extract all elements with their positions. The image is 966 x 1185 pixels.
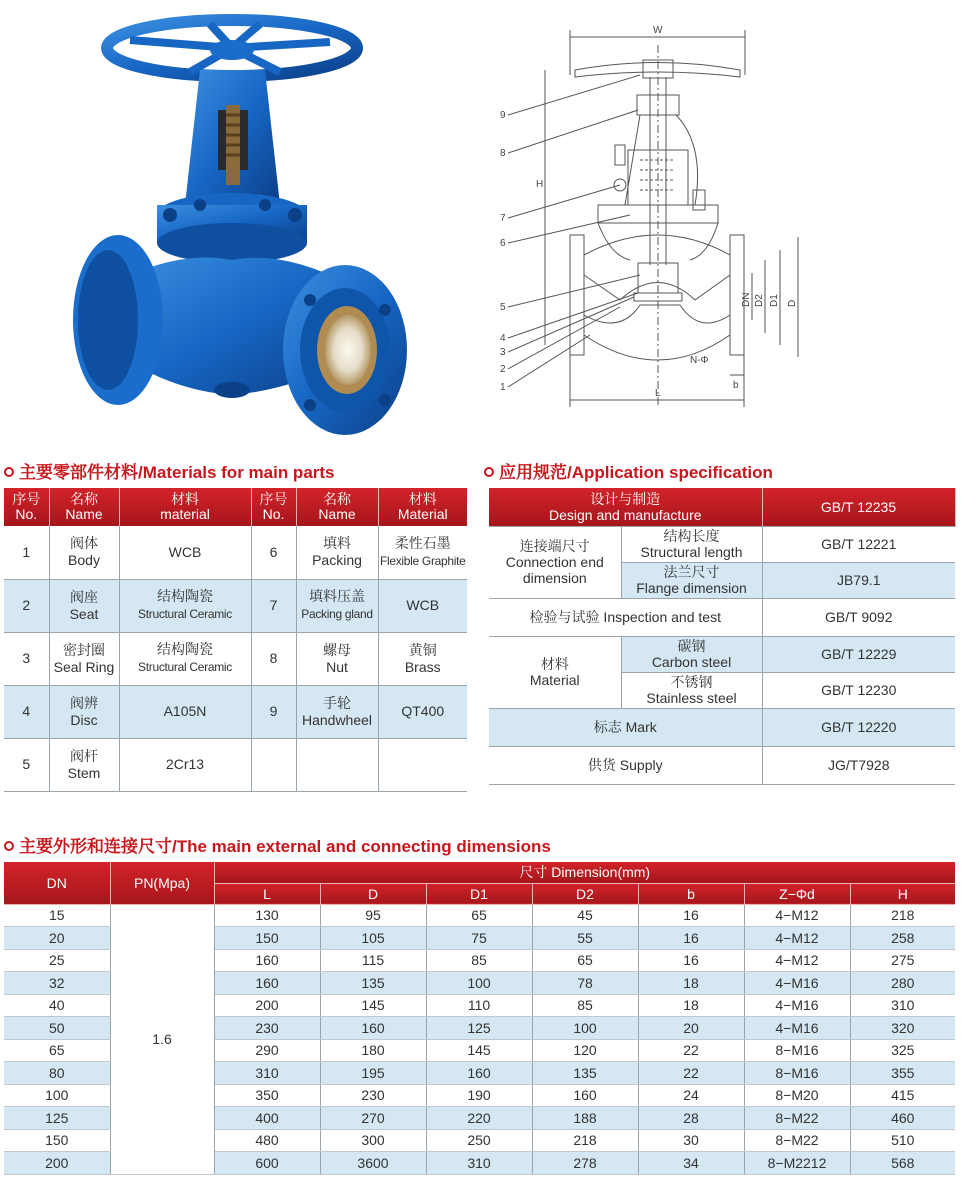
- bullet-icon: [484, 467, 494, 477]
- cell-value: 320: [850, 1017, 955, 1040]
- cell-value: 115: [320, 949, 426, 972]
- cell-value: 250: [426, 1129, 532, 1152]
- cell-value: 28: [638, 1107, 744, 1130]
- cell-value: 3600: [320, 1152, 426, 1175]
- cell-value: 120: [532, 1039, 638, 1062]
- valve-photo: [60, 10, 410, 440]
- cell-value: 125: [426, 1017, 532, 1040]
- cell-dn: 40: [4, 994, 110, 1017]
- callout-3: 3: [500, 347, 506, 358]
- cell-value: 135: [320, 972, 426, 995]
- spec-section-title: 应用规范/Application specification: [484, 458, 773, 483]
- table-row: [4, 904, 955, 927]
- cell-value: 8−M20: [744, 1084, 850, 1107]
- callout-6: 6: [500, 238, 506, 249]
- cell-dn: 32: [4, 972, 110, 995]
- dims-header-row-2: L D D1 D2 b Z−Φd H: [4, 883, 955, 904]
- callout-5: 5: [500, 302, 506, 313]
- cell-value: 30: [638, 1129, 744, 1152]
- label-d1: D1: [769, 294, 780, 307]
- label-n-phi: N-Φ: [690, 355, 709, 366]
- dims-header-row-1: DN PN(Mpa) 尺寸 Dimension(mm): [4, 862, 955, 883]
- cell-value: 325: [850, 1039, 955, 1062]
- cell-value: 355: [850, 1062, 955, 1085]
- table-row: 不锈钢 Stainless steel GB/T 12230: [489, 672, 955, 708]
- cell-value: 278: [532, 1152, 638, 1175]
- cell-value: 95: [320, 904, 426, 927]
- label-dn: DN: [741, 292, 752, 307]
- cell-value: 16: [638, 927, 744, 950]
- header-material-left: 材料 material: [119, 488, 251, 526]
- header-material-right: 材料 Material: [378, 488, 467, 526]
- cell-value: 4−M12: [744, 927, 850, 950]
- cell-value: 160: [320, 1017, 426, 1040]
- table-row: 检验与试验 Inspection and test GB/T 9092: [489, 598, 955, 636]
- bullet-icon: [4, 467, 14, 477]
- cell-value: 180: [320, 1039, 426, 1062]
- table-row: 3 密封圈 Seal Ring 结构陶瓷 Structural Ceramic 8 螺母 Nut 黄铜 Brass: [4, 632, 467, 685]
- materials-table: [4, 488, 467, 792]
- table-row: 5 阀杆 Stem 2Cr13: [4, 738, 467, 791]
- label-w: W: [653, 25, 663, 36]
- cell-value: 270: [320, 1107, 426, 1130]
- cell-value: 200: [214, 994, 320, 1017]
- cell-value: 65: [532, 949, 638, 972]
- cell-value: 8−M16: [744, 1039, 850, 1062]
- cell-value: 24: [638, 1084, 744, 1107]
- spec-header-row: 设计与制造 Design and manufacture GB/T 12235: [489, 488, 955, 526]
- table-row: 供货 Supply JG/T7928: [489, 746, 955, 784]
- cell-dn: 200: [4, 1152, 110, 1175]
- callout-1: 1: [500, 382, 506, 393]
- cell-value: 600: [214, 1152, 320, 1175]
- cell-value: 110: [426, 994, 532, 1017]
- cell-value: 350: [214, 1084, 320, 1107]
- table-row: 标志 Mark GB/T 12220: [489, 708, 955, 746]
- label-d: D: [787, 299, 798, 307]
- callout-4: 4: [500, 333, 506, 344]
- cell-dn: 25: [4, 949, 110, 972]
- cell-value: 18: [638, 994, 744, 1017]
- cell-value: 188: [532, 1107, 638, 1130]
- cell-value: 258: [850, 927, 955, 950]
- cell-dn: 65: [4, 1039, 110, 1062]
- header-name-right: 名称 Name: [296, 488, 378, 526]
- table-row: 材料 Material 碳钢 Carbon steel GB/T 12229: [489, 636, 955, 672]
- cell-value: 218: [850, 904, 955, 927]
- cell-value: 4−M16: [744, 1017, 850, 1040]
- cell-value: 4−M12: [744, 949, 850, 972]
- callout-7: 7: [500, 213, 506, 224]
- cell-value: 4−M16: [744, 994, 850, 1017]
- cell-value: 16: [638, 904, 744, 927]
- cell-value: 160: [214, 949, 320, 972]
- cell-value: 4−M12: [744, 904, 850, 927]
- cell-value: 78: [532, 972, 638, 995]
- cell-value: 510: [850, 1129, 955, 1152]
- label-h: H: [536, 179, 544, 190]
- cell-value: 8−M22: [744, 1129, 850, 1152]
- cell-value: 190: [426, 1084, 532, 1107]
- cell-value: 230: [214, 1017, 320, 1040]
- table-row: 1 阀体 Body WCB 6 填料 Packing 柔性石墨 Flexible Graphite: [4, 526, 467, 579]
- cell-value: 460: [850, 1107, 955, 1130]
- cell-value: 22: [638, 1062, 744, 1085]
- cell-value: 22: [638, 1039, 744, 1062]
- cell-dn: 100: [4, 1084, 110, 1107]
- header-no-right: 序号 No.: [251, 488, 296, 526]
- cell-value: 45: [532, 904, 638, 927]
- cell-value: 568: [850, 1152, 955, 1175]
- cell-value: 160: [214, 972, 320, 995]
- materials-header-row: [4, 488, 467, 526]
- cell-value: 65: [426, 904, 532, 927]
- cell-value: 480: [214, 1129, 320, 1152]
- callout-8: 8: [500, 148, 506, 159]
- header-no-left: 序号 No.: [4, 488, 49, 526]
- valve-cross-section-drawing: [490, 15, 810, 415]
- cell-value: 85: [532, 994, 638, 1017]
- label-d2: D2: [754, 294, 765, 307]
- bullet-icon: [4, 841, 14, 851]
- cell-value: 20: [638, 1017, 744, 1040]
- table-row: 4 阀辨 Disc A105N 9 手轮 Handwheel QT400: [4, 685, 467, 738]
- cell-value: 85: [426, 949, 532, 972]
- cell-value: 415: [850, 1084, 955, 1107]
- label-b: b: [733, 380, 739, 391]
- label-l: L: [655, 388, 661, 399]
- dimensions-table: [4, 862, 955, 1175]
- cell-value: 8−M22: [744, 1107, 850, 1130]
- cell-value: 130: [214, 904, 320, 927]
- dims-section-title: 主要外形和连接尺寸/The main external and connecting dimensions: [4, 832, 551, 857]
- cell-value: 100: [426, 972, 532, 995]
- cell-value: 18: [638, 972, 744, 995]
- cell-value: 145: [426, 1039, 532, 1062]
- cell-value: 16: [638, 949, 744, 972]
- cell-value: 105: [320, 927, 426, 950]
- cell-value: 310: [214, 1062, 320, 1085]
- cell-value: 100: [532, 1017, 638, 1040]
- cell-value: 195: [320, 1062, 426, 1085]
- cell-value: 230: [320, 1084, 426, 1107]
- cell-pn: 1.6: [110, 904, 214, 1174]
- cell-value: 160: [532, 1084, 638, 1107]
- cell-value: 34: [638, 1152, 744, 1175]
- cell-value: 4−M16: [744, 972, 850, 995]
- cell-value: 8−M2212: [744, 1152, 850, 1175]
- callout-9: 9: [500, 110, 506, 121]
- cell-value: 400: [214, 1107, 320, 1130]
- cell-value: 8−M16: [744, 1062, 850, 1085]
- table-row: 连接端尺寸 Connection end dimension 结构长度 Structural length GB/T 12221: [489, 526, 955, 562]
- cell-dn: 20: [4, 927, 110, 950]
- cell-dn: 150: [4, 1129, 110, 1152]
- cell-value: 160: [426, 1062, 532, 1085]
- cell-value: 220: [426, 1107, 532, 1130]
- cell-value: 145: [320, 994, 426, 1017]
- cell-value: 75: [426, 927, 532, 950]
- materials-section-title: 主要零部件材料/Materials for main parts: [4, 458, 335, 483]
- table-row: 2 阀座 Seat 结构陶瓷 Structural Ceramic 7 填料压盖 Packing gland WCB: [4, 579, 467, 632]
- cell-value: 280: [850, 972, 955, 995]
- cell-dn: 125: [4, 1107, 110, 1130]
- cell-value: 290: [214, 1039, 320, 1062]
- spec-table: [489, 488, 956, 785]
- cell-dn: 50: [4, 1017, 110, 1040]
- cell-value: 275: [850, 949, 955, 972]
- cell-dn: 80: [4, 1062, 110, 1085]
- cell-value: 310: [850, 994, 955, 1017]
- header-name-left: 名称 Name: [49, 488, 119, 526]
- cell-value: 55: [532, 927, 638, 950]
- cell-value: 300: [320, 1129, 426, 1152]
- cell-value: 310: [426, 1152, 532, 1175]
- table-row: 法兰尺寸 Flange dimension JB79.1: [489, 562, 955, 598]
- cell-value: 150: [214, 927, 320, 950]
- callout-2: 2: [500, 364, 506, 375]
- cell-value: 218: [532, 1129, 638, 1152]
- cell-dn: 15: [4, 904, 110, 927]
- cell-value: 135: [532, 1062, 638, 1085]
